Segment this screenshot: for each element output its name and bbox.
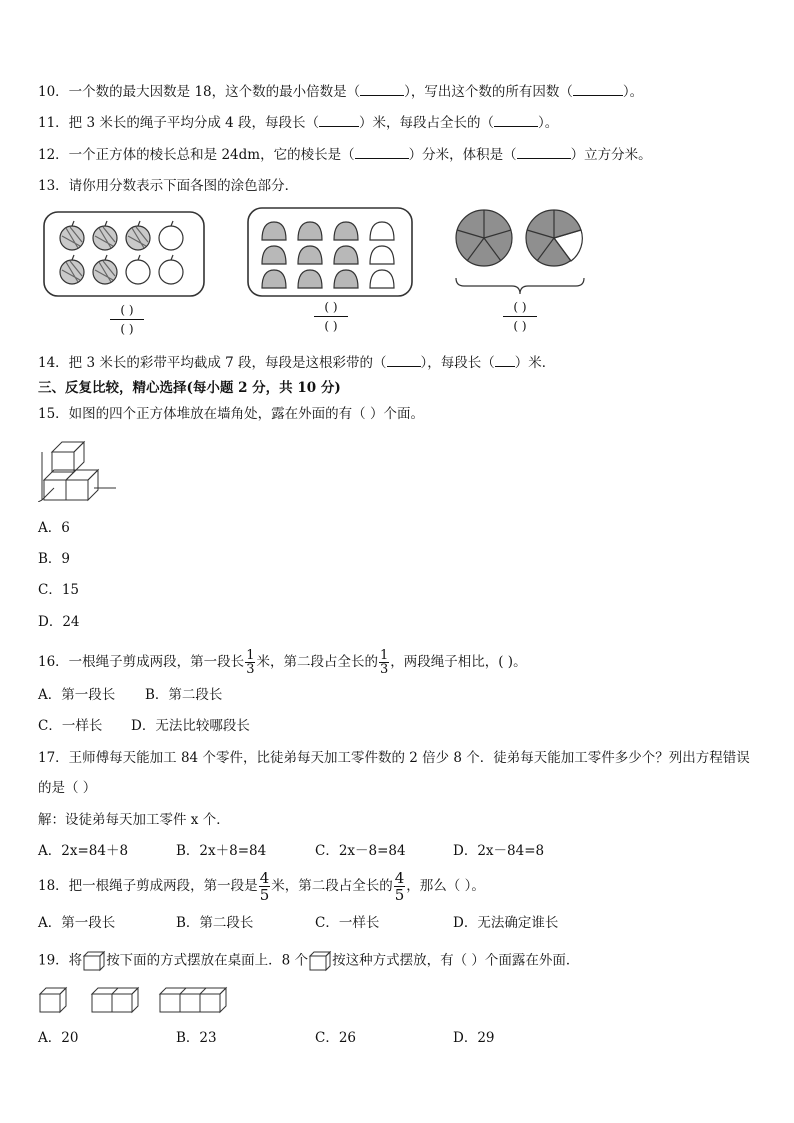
option-b[interactable]: B．第二段长 [145,687,223,703]
option-d[interactable]: D．24 [38,614,80,630]
question-16: 16．一根绳子剪成两段，第一段长 $\frac{1}{3}$ 米，第二段占全长的 $\frac{1}{3}$ ，两段绳子相比，( )。 [38,648,527,677]
answer-blank[interactable] [355,146,409,159]
fraction: $\frac{1}{3}$ [379,648,389,677]
fraction: $\frac{4}{5}$ [259,869,270,904]
apples-figure [42,210,206,298]
option-b[interactable]: B．2x＋8=84 [176,843,267,859]
question-12: 12．一个正方体的棱长总和是 24dm，它的棱长是（ ）分米，体积是（ ）立方分米。 [38,147,652,163]
option-c[interactable]: C．一样长 [315,915,380,931]
cubes-in-corner-figure [38,438,118,502]
option-c[interactable]: C．26 [315,1030,357,1046]
solution-line: 解：设徒弟每天加工零件 x 个． [38,812,230,828]
fraction-blank-3[interactable]: ( ) ( ) [503,300,537,333]
option-a[interactable]: A．6 [38,520,70,536]
fraction-blank-2[interactable]: ( ) ( ) [314,300,348,333]
answer-blank[interactable] [494,114,538,127]
question-18: 18．把一根绳子剪成两段，第一段是 $\frac{4}{5}$ 米，第二段占全长的 $\frac{4}{5}$ ，那么（ ）。 [38,869,485,904]
option-b[interactable]: B．9 [38,551,71,567]
option-b[interactable]: B．第二段长 [176,915,254,931]
question-19: 19．将 按下面的方式摆放在桌面上．8 个 按这种方式摆放，有（ ）个面露在外面． [38,950,579,972]
option-c[interactable]: C．一样长 [38,718,103,734]
question-10: 10．一个数的最大因数是 18，这个数的最小倍数是（ ），写出这个数的所有因数（ ）。 [38,84,644,100]
option-c[interactable]: C．2x－8=84 [315,843,406,859]
answer-blank[interactable] [360,83,404,96]
cube-arrangement-figure [38,986,228,1016]
cube-icon [308,950,332,972]
answer-blank[interactable] [387,354,421,367]
answer-blank[interactable] [319,114,359,127]
question-14: 14．把 3 米长的彩带平均截成 7 段，每段是这根彩带的（ ），每段长（ ）米． [38,355,556,371]
option-a[interactable]: A．第一段长 [38,915,116,931]
circles-figure [452,204,592,304]
option-a[interactable]: A．第一段长 [38,687,116,703]
option-d[interactable]: D．无法比较哪段长 [131,718,250,734]
cube-icon [82,950,106,972]
fraction-blank-1[interactable]: ( ) ( ) [110,303,144,336]
option-d[interactable]: D．无法确定谁长 [453,915,559,931]
answer-blank[interactable] [573,83,623,96]
answer-blank[interactable] [517,146,571,159]
question-17: 17．王师傅每天能加工 84 个零件，比徒弟每天加工零件数的 2 倍少 8 个．徒弟每天能加工零件多少个？列出方程错误 [38,750,750,766]
fraction: $\frac{4}{5}$ [394,869,405,904]
option-d[interactable]: D．29 [453,1030,495,1046]
question-17-cont: 的是（ ） [38,780,97,796]
option-a[interactable]: A．20 [38,1030,79,1046]
option-a[interactable]: A．2x=84＋8 [38,843,129,859]
section-title: 三、反复比较，精心选择(每小题 2 分，共 10 分) [38,380,341,396]
option-c[interactable]: C．15 [38,582,80,598]
option-d[interactable]: D．2x－84=8 [453,843,545,859]
shells-figure [246,206,414,298]
question-13: 13．请你用分数表示下面各图的涂色部分． [38,178,299,194]
question-15: 15．如图的四个正方体堆放在墙角处，露在外面的有（ ）个面。 [38,406,424,422]
fraction: $\frac{1}{3}$ [246,648,255,677]
option-b[interactable]: B．23 [176,1030,217,1046]
answer-blank[interactable] [495,354,515,367]
question-11: 11．把 3 米长的绳子平均分成 4 段，每段长（ ）米，每段占全长的（ ）。 [38,115,559,131]
